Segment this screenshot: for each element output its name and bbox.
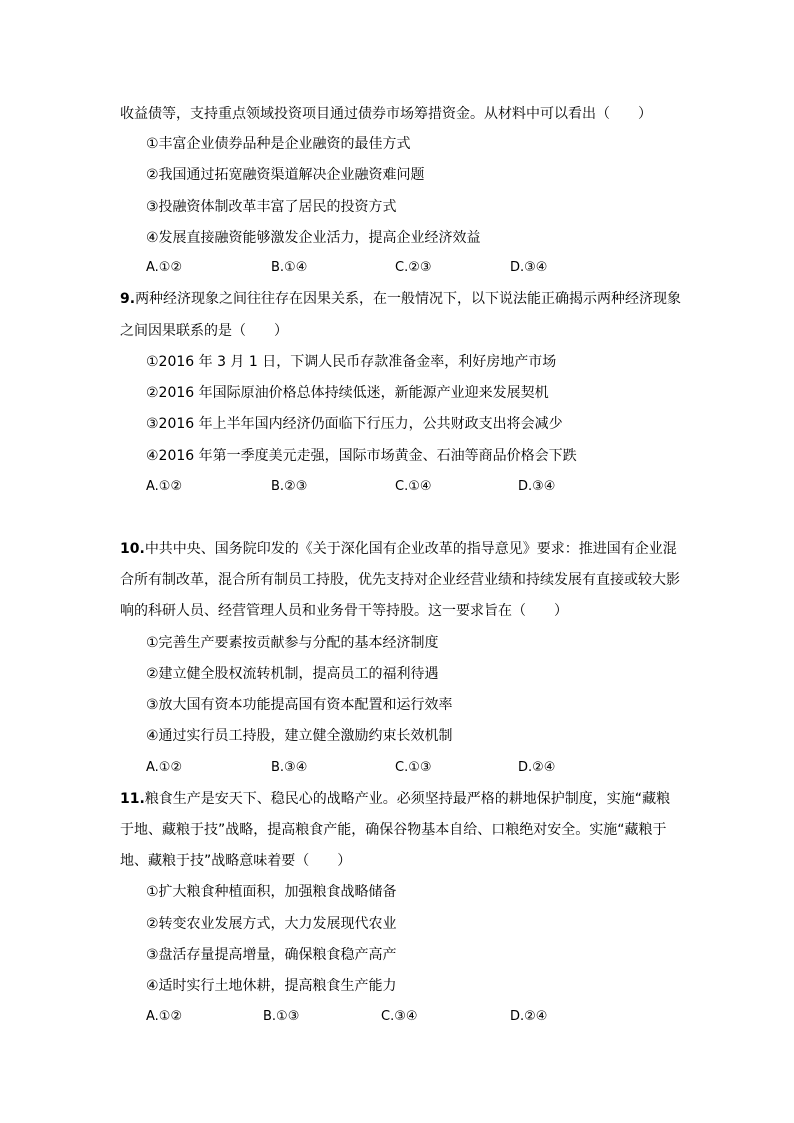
q10-choice-c[interactable]: C.①③	[395, 760, 432, 775]
q9-option-4: ④2016 年第一季度美元走强，国际市场黄金、石油等商品价格会下跌	[146, 448, 577, 464]
q10-option-3: ③放大国有资本功能提高国有资本配置和运行效率	[146, 697, 453, 713]
q11-choice-a[interactable]: A.①②	[146, 1009, 183, 1024]
q10-stem-text: 中共中央、国务院印发的《关于深化国有企业改革的指导意见》要求：推进国有企业混	[144, 541, 677, 557]
q9-option-1: ①2016 年 3 月 1 日，下调人民币存款准备金率，利好房地产市场	[146, 354, 557, 370]
q9-option-3: ③2016 年上半年国内经济仍面临下行压力，公共财政支出将会减少	[146, 416, 563, 432]
q9-choices	[146, 477, 666, 497]
q8-option-3: ③投融资体制改革丰富了居民的投资方式	[146, 199, 397, 215]
q11-stem-text: 粮食生产是安天下、稳民心的战略产业。必须坚持最严格的耕地保护制度，实施“藏粮	[144, 791, 671, 807]
q8-option-2: ②我国通过拓宽融资渠道解决企业融资难问题	[146, 167, 425, 183]
q8-stem-line1: 收益债等，支持重点领域投资项目通过债券市场筹措资金。从材料中可以看出（ ）	[120, 106, 652, 122]
q11-option-4: ④适时实行土地休耕，提高粮食生产能力	[146, 978, 397, 994]
q8-choices	[146, 258, 666, 278]
q10-choice-b[interactable]: B.③④	[271, 760, 308, 775]
q10-option-4: ④通过实行员工持股，建立健全激励约束长效机制	[146, 728, 453, 744]
q10-stem-line3: 响的科研人员、经营管理人员和业务骨干等持股。这一要求旨在（ ）	[120, 603, 568, 619]
q11-choice-c[interactable]: C.③④	[381, 1009, 418, 1024]
q9-choice-b[interactable]: B.②③	[271, 479, 308, 494]
q8-choice-c[interactable]: C.②③	[395, 260, 432, 275]
q8-option-1: ①丰富企业债券品种是企业融资的最佳方式	[146, 136, 411, 152]
q10-option-2: ②建立健全股权流转机制，提高员工的福利待遇	[146, 666, 439, 682]
q9-stem-text: 两种经济现象之间往往存在因果关系，在一般情况下，以下说法能正确揭示两种经济现象	[135, 291, 682, 307]
q9-option-2: ②2016 年国际原油价格总体持续低迷，新能源产业迎来发展契机	[146, 385, 549, 401]
q10-stem-line2: 合所有制改革，混合所有制员工持股，优先支持对企业经营业绩和持续发展有直接或较大影	[120, 572, 680, 588]
q10-choice-a[interactable]: A.①②	[146, 760, 183, 775]
q11-choice-d[interactable]: D.②④	[510, 1009, 548, 1024]
q8-choice-a[interactable]: A.①②	[146, 260, 183, 275]
q10-choices	[146, 758, 666, 778]
q8-option-4: ④发展直接融资能够激发企业活力，提高企业经济效益	[146, 230, 481, 246]
q11-choice-b[interactable]: B.①③	[263, 1009, 300, 1024]
q11-option-3: ③盘活存量提高增量，确保粮食稳产高产	[146, 947, 397, 963]
q11-stem-line3: 地、藏粮于技”战略意味着要（ ）	[120, 853, 352, 869]
q10-number: 10.	[120, 541, 145, 557]
q11-choices	[146, 1007, 666, 1027]
q9-choice-a[interactable]: A.①②	[146, 479, 183, 494]
q11-stem-line2: 于地、藏粮于技”战略，提高粮食产能，确保谷物基本自给、口粮绝对安全。实施“藏粮于	[120, 822, 667, 838]
q11-option-1: ①扩大粮食种植面积，加强粮食战略储备	[146, 884, 397, 900]
q11-number: 11.	[120, 791, 145, 807]
q11-stem-line1	[120, 789, 670, 809]
q8-choice-d[interactable]: D.③④	[510, 260, 548, 275]
q10-option-1: ①完善生产要素按贡献参与分配的基本经济制度	[146, 635, 439, 651]
q10-choice-d[interactable]: D.②④	[518, 760, 556, 775]
q10-stem-line1	[120, 539, 677, 559]
q11-option-2: ②转变农业发展方式，大力发展现代农业	[146, 916, 397, 932]
q9-choice-c[interactable]: C.①④	[395, 479, 432, 494]
q9-number: 9.	[120, 291, 136, 307]
q9-stem-line1	[120, 289, 681, 309]
q9-stem-line2: 之间因果联系的是（ ）	[120, 323, 288, 339]
q9-choice-d[interactable]: D.③④	[518, 479, 556, 494]
q8-choice-b[interactable]: B.①④	[271, 260, 308, 275]
